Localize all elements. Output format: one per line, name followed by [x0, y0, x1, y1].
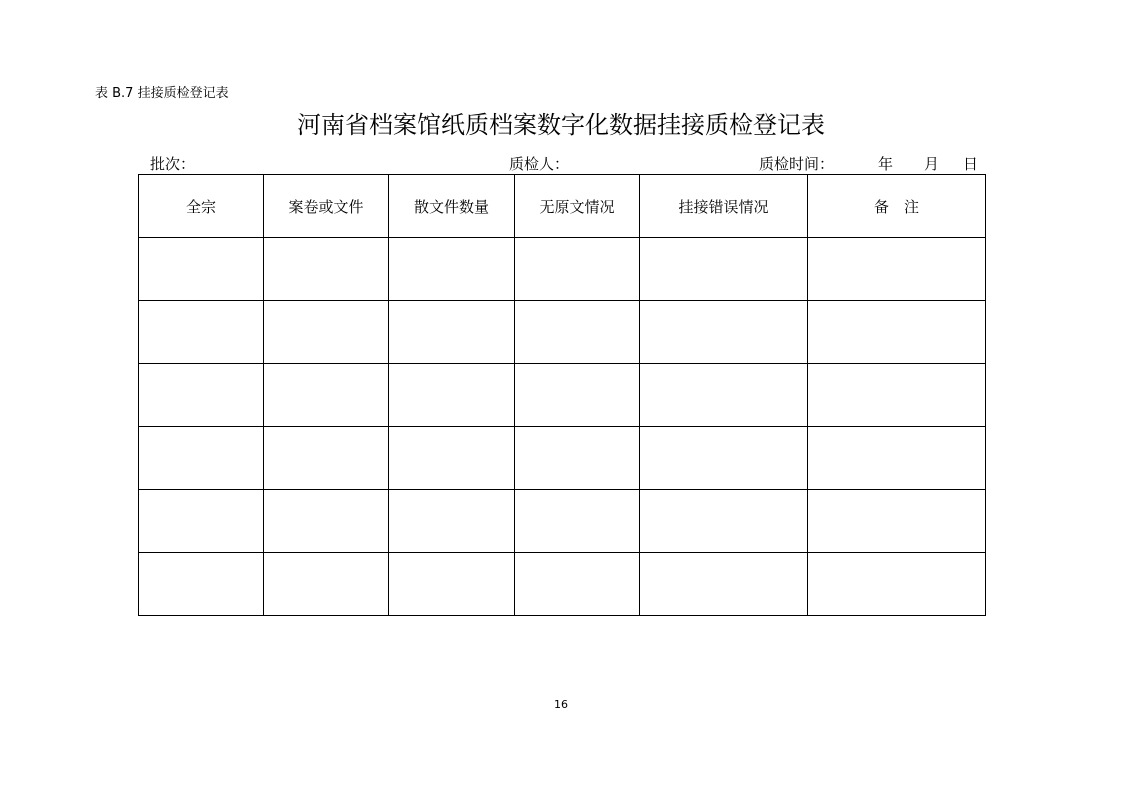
column-header-loose-file-count: 散文件数量	[389, 175, 515, 238]
table-cell[interactable]	[640, 364, 808, 427]
table-cell[interactable]	[515, 427, 640, 490]
table-cell[interactable]	[515, 490, 640, 553]
table-cell[interactable]	[389, 490, 515, 553]
table-header-row	[139, 175, 986, 238]
table-row	[139, 490, 986, 553]
table-cell[interactable]	[139, 553, 264, 616]
table-cell[interactable]	[640, 490, 808, 553]
day-label: 日	[963, 155, 979, 173]
table-cell[interactable]	[640, 427, 808, 490]
date-fields	[878, 155, 978, 173]
table-row	[139, 364, 986, 427]
batch-label: 批次：	[150, 155, 196, 173]
table-cell[interactable]	[264, 301, 389, 364]
table-cell[interactable]	[515, 301, 640, 364]
table-cell[interactable]	[808, 490, 986, 553]
table-row	[139, 553, 986, 616]
table-cell[interactable]	[808, 301, 986, 364]
year-label: 年	[878, 155, 894, 173]
table-cell[interactable]	[808, 238, 986, 301]
column-header-fonds: 全宗	[139, 175, 264, 238]
table-cell[interactable]	[389, 364, 515, 427]
table-row	[139, 238, 986, 301]
table-cell[interactable]	[389, 427, 515, 490]
table-cell[interactable]	[264, 490, 389, 553]
month-label: 月	[924, 155, 940, 173]
table-cell[interactable]	[808, 427, 986, 490]
table-cell[interactable]	[389, 301, 515, 364]
table-cell[interactable]	[139, 427, 264, 490]
column-header-missing-original: 无原文情况	[515, 175, 640, 238]
table-cell[interactable]	[264, 238, 389, 301]
table-row	[139, 301, 986, 364]
table-cell[interactable]	[515, 238, 640, 301]
column-header-volume-or-file: 案卷或文件	[264, 175, 389, 238]
page-title: 河南省档案馆纸质档案数字化数据挂接质检登记表	[297, 111, 825, 139]
inspector-label: 质检人：	[509, 155, 570, 173]
table-cell[interactable]	[139, 364, 264, 427]
table-cell[interactable]	[515, 364, 640, 427]
table-cell[interactable]	[640, 301, 808, 364]
table-cell[interactable]	[264, 364, 389, 427]
register-table	[138, 174, 986, 616]
table-cell[interactable]	[808, 364, 986, 427]
column-header-remarks: 备 注	[808, 175, 986, 238]
inspection-time-label: 质检时间：	[759, 155, 835, 173]
table-cell[interactable]	[808, 553, 986, 616]
table-cell[interactable]	[389, 238, 515, 301]
table-cell[interactable]	[515, 553, 640, 616]
page-number: 16	[554, 698, 568, 711]
column-header-link-errors: 挂接错误情况	[640, 175, 808, 238]
table-cell[interactable]	[640, 238, 808, 301]
table-cell[interactable]	[264, 427, 389, 490]
table-cell[interactable]	[640, 553, 808, 616]
table-cell[interactable]	[139, 238, 264, 301]
table-cell[interactable]	[139, 301, 264, 364]
table-cell[interactable]	[264, 553, 389, 616]
table-cell[interactable]	[139, 490, 264, 553]
table-row	[139, 427, 986, 490]
table-cell[interactable]	[389, 553, 515, 616]
table-caption: 表 B.7 挂接质检登记表	[95, 86, 229, 101]
